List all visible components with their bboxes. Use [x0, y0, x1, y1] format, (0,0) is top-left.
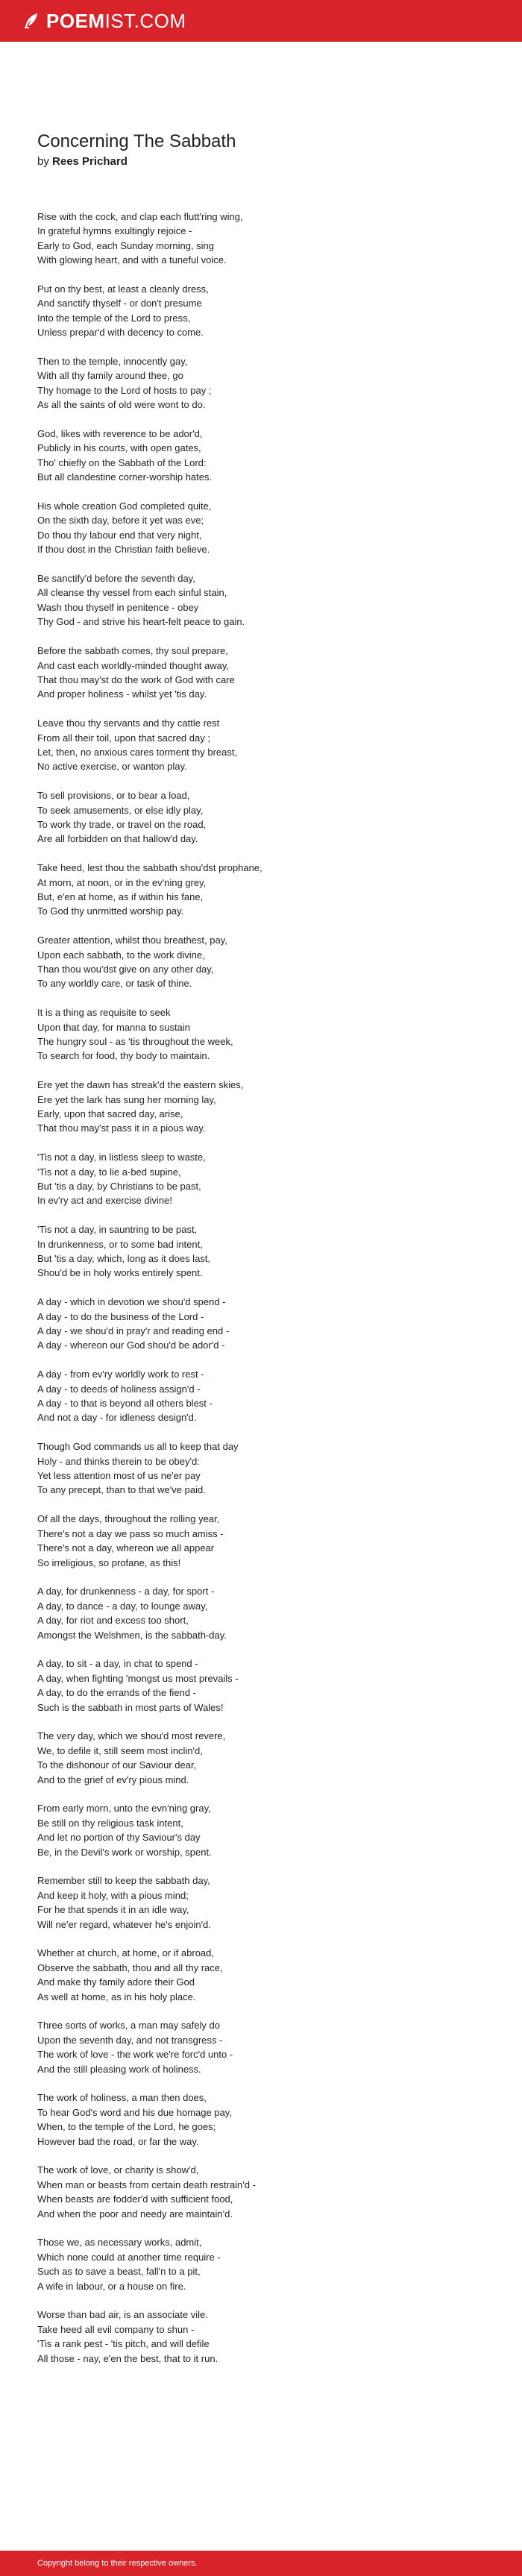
main-content: [0, 42, 522, 2366]
poem-line: Be, in the Devil's work or worship, spent.: [37, 1846, 212, 1858]
poem-line: And when the poor and needy are maintain'd.: [37, 2208, 233, 2220]
poem-line: Of all the days, throughout the rolling year,: [37, 1513, 220, 1525]
poem-line: Into the temple of the Lord to press,: [37, 312, 191, 324]
poem-line: That thou may'st do the work of God with care: [37, 673, 235, 685]
poem-line: For he that spends it in an idle way,: [37, 1904, 189, 1916]
poem-title: Concerning The Sabbath: [37, 131, 236, 151]
poem-line: To any precept, than to that we've paid.: [37, 1484, 206, 1496]
site-logo[interactable]: [22, 10, 186, 33]
poem-line: That thou may'st pass it in a pious way.: [37, 1122, 206, 1134]
poem-stanza: [37, 1946, 485, 2004]
poem-line: Holy - and thinks therein to be obey'd:: [37, 1455, 200, 1467]
poem-line: The work of holiness, a man then does,: [37, 2092, 207, 2104]
poem-line: Wash thou thyself in penitence - obey: [37, 601, 199, 613]
poem-line: And cast each worldly-minded thought away,: [37, 659, 230, 671]
poem-line: However bad the road, or far the way.: [37, 2135, 199, 2147]
poem-line: To seek amusements, or else idly play,: [37, 804, 204, 816]
poem-stanza: [37, 2235, 485, 2293]
poem-stanza: [37, 788, 485, 846]
poem-line: Amongst the Welshmen, is the sabbath-day.: [37, 1629, 227, 1641]
poem-line: 'Tis not a day, in sauntring to be past,: [37, 1224, 198, 1236]
poem-line: Publicly in his courts, with open gates,: [37, 442, 201, 454]
poem-stanza: [37, 1439, 485, 1498]
poem-line: In grateful hymns exultingly rejoice -: [37, 225, 192, 237]
poem-line: Those we, as necessary works, admit,: [37, 2237, 202, 2249]
poem-line: Let, then, no anxious cares torment thy breast,: [37, 746, 238, 758]
poem-line: A day - from ev'ry worldly work to rest -: [37, 1369, 204, 1380]
poem-stanza: [37, 354, 485, 412]
poem-stanza: [37, 1512, 485, 1570]
poem-line: Ere yet the lark has sung her morning lay,: [37, 1093, 216, 1105]
poem-line: There's not a day we pass so much amiss -: [37, 1527, 224, 1539]
poem-line: A day - whereon our God shou'd be ador'd -: [37, 1339, 225, 1351]
poem-line: And let no portion of thy Saviour's day: [37, 1832, 201, 1844]
poem-line: Be sanctify'd before the seventh day,: [37, 573, 195, 585]
poem-line: Early to God, each Sunday morning, sing: [37, 239, 215, 251]
poem-line: In drunkenness, or to some bad intent,: [37, 1238, 203, 1250]
poem-line: Put on thy best, at least a cleanly dress,: [37, 283, 209, 295]
poem-line: If thou dost in the Christian faith believe.: [37, 544, 210, 556]
poem-line: The work of love - the work we're forc'd unto -: [37, 2049, 233, 2061]
poem-stanza: [37, 861, 485, 919]
poem-line: And the still pleasing work of holiness.: [37, 2063, 201, 2075]
poem-line: But, e'en at home, as if within his fane,: [37, 890, 204, 902]
poem-line: 'Tis a rank pest - 'tis pitch, and will defile: [37, 2338, 210, 2350]
poem-line: God, likes with reverence to be ador'd,: [37, 428, 203, 440]
poem-line: To God thy unrmitted worship pay.: [37, 905, 184, 917]
poem-line: Upon the seventh day, and not transgress -: [37, 2034, 223, 2046]
poem-line: His whole creation God completed quite,: [37, 500, 212, 512]
poem-line: A day, for riot and excess too short,: [37, 1615, 189, 1627]
poem-line: The work of love, or charity is show'd,: [37, 2164, 199, 2176]
poem-line: When man or beasts from certain death restrain'd -: [37, 2178, 256, 2190]
poem-line: Worse than bad air, is an associate vile.: [37, 2309, 208, 2321]
poem-stanza: [37, 2090, 485, 2149]
poem-stanza: [37, 1078, 485, 1136]
poem-line: Will ne'er regard, whatever he's enjoin'd.: [37, 1918, 211, 1930]
poem-line: When beasts are fodder'd with sufficient food,: [37, 2193, 233, 2205]
poem-line: To hear God's word and his due homage pay,: [37, 2106, 232, 2118]
poem-line: Which none could at another time require -: [37, 2251, 221, 2263]
poem-line: Unless prepar'd with decency to come.: [37, 327, 204, 339]
poem-line: With glowing heart, and with a tuneful voice.: [37, 254, 227, 266]
poem-line: Observe the sabbath, thou and all thy race,: [37, 1961, 223, 1973]
poem-line: At morn, at noon, or in the ev'ning grey,: [37, 876, 207, 888]
poem-line: A day - to do the business of the Lord -: [37, 1310, 204, 1322]
poem-line: To sell provisions, or to bear a load,: [37, 790, 190, 802]
poem-stanza: [37, 1873, 485, 1932]
poem-line: Yet less attention most of us ne'er pay: [37, 1470, 201, 1482]
poem-line: The hungry soul - as 'tis throughout the week,: [37, 1035, 233, 1047]
poem-stanza: [37, 427, 485, 485]
poem-line: 'Tis not a day, to lie a-bed supine,: [37, 1166, 181, 1178]
poem-line: To search for food, thy body to maintain.: [37, 1050, 210, 1062]
poem-line: Are all forbidden on that hallow'd day.: [37, 833, 198, 845]
poem-stanza: [37, 1222, 485, 1281]
poem-line: Leave thou thy servants and thy cattle rest: [37, 717, 220, 729]
poem-line: Take heed, lest thou the sabbath shou'dst prophane,: [37, 862, 262, 874]
poem-line: From all their toil, upon that sacred day ;: [37, 732, 210, 744]
poem-line: To work thy trade, or travel on the road,: [37, 818, 207, 830]
author-link[interactable]: Rees Prichard: [52, 155, 128, 168]
poem-line: Thy God - and strive his heart-felt peace to gain.: [37, 616, 245, 628]
poem-stanza: [37, 1005, 485, 1064]
poem-line: Then to the temple, innocently gay,: [37, 356, 188, 368]
poem-line: We, to defile it, still seem most inclin'd,: [37, 1744, 203, 1756]
poem-stanza: [37, 716, 485, 774]
poem-stanza: [37, 1150, 485, 1208]
poem-line: To the dishonour of our Saviour dear,: [37, 1759, 197, 1771]
poem-stanza: [37, 1801, 485, 1859]
poem-line: A day - which in devotion we shou'd spend -: [37, 1296, 226, 1308]
poem-stanza: [37, 282, 485, 340]
poem-line: Rise with the cock, and clap each flutt'ring wing,: [37, 211, 243, 222]
poem-stanza: [37, 1295, 485, 1353]
poem-line: And make thy family adore their God: [37, 1976, 195, 1988]
poem-line: But all clandestine corner-worship hates.: [37, 471, 213, 483]
poem-line: As well at home, as in his holy place.: [37, 1991, 196, 2002]
poem-stanza: [37, 1367, 485, 1425]
poem-stanza: [37, 1656, 485, 1715]
byline-prefix: by: [37, 155, 49, 168]
poem-stanza: [37, 933, 485, 991]
poem-line: Shou'd be in holy works entirely spent.: [37, 1267, 203, 1279]
poem-stanza: [37, 499, 485, 557]
poem-line: Do thou thy labour end that very night,: [37, 529, 202, 541]
poem-line: A day, for drunkenness - a day, for sport -: [37, 1586, 215, 1598]
poem-line: Greater attention, whilst thou breathest, pay,: [37, 934, 227, 946]
poem-stanza: [37, 2018, 485, 2076]
poem-line: Whether at church, at home, or if abroad,: [37, 1947, 215, 1959]
poem-line: A day, when fighting 'mongst us most prevails -: [37, 1672, 239, 1684]
poem-line: And keep it holy, with a pious mind;: [37, 1889, 189, 1901]
poem-line: So irreligious, so profane, as this!: [37, 1556, 181, 1568]
poem-line: The very day, which we shou'd most revere,: [37, 1730, 226, 1742]
logo-text-bold: POEM: [46, 9, 105, 32]
poem-line: And sanctify thyself - or don't presume: [37, 298, 202, 310]
poem-stanza: [37, 2163, 485, 2221]
poem-line: Such as to save a beast, fall'n to a pit,: [37, 2266, 201, 2278]
poem-line: And proper holiness - whilst yet 'tis day.: [37, 688, 207, 700]
poem-line: As all the saints of old were wont to do.: [37, 399, 206, 411]
poem-line: There's not a day, whereon we all appear: [37, 1542, 215, 1554]
poem-line: A day - we shou'd in pray'r and reading end -: [37, 1325, 230, 1337]
poem-stanza: [37, 1584, 485, 1642]
poem-line: Three sorts of works, a man may safely do: [37, 2020, 220, 2032]
poem-line: All those - nay, e'en the best, that to it run.: [37, 2352, 218, 2364]
poem-stanza: [37, 210, 485, 268]
poem-line: From early morn, unto the evn'ning gray,: [37, 1803, 211, 1815]
poem-line: Before the sabbath comes, thy soul prepare,: [37, 645, 228, 657]
poem-line: In ev'ry act and exercise divine!: [37, 1195, 172, 1207]
poem-line: 'Tis not a day, in listless sleep to waste,: [37, 1152, 206, 1163]
poem-line: Though God commands us all to keep that day: [37, 1441, 239, 1453]
quill-icon: [22, 12, 40, 30]
poem-line: A day, to do the errands of the fiend -: [37, 1687, 196, 1699]
poem-line: When, to the temple of the Lord, he goes;: [37, 2121, 216, 2133]
poem-body: [37, 210, 485, 2366]
poem-line: Upon each sabbath, to the work divine,: [37, 949, 205, 961]
poem-line: Be still on thy religious task intent,: [37, 1817, 183, 1829]
poem-stanza: [37, 644, 485, 702]
poem-line: All cleanse thy vessel from each sinful stain,: [37, 587, 227, 599]
poem-line: To any worldly care, or task of thine.: [37, 978, 192, 990]
byline: [37, 155, 485, 168]
poem-stanza: [37, 1729, 485, 1787]
poem-line: And to the grief of ev'ry pious mind.: [37, 1774, 189, 1785]
poem-line: Ere yet the dawn has streak'd the eastern skies,: [37, 1079, 244, 1091]
poem-line: Thy homage to the Lord of hosts to pay ;: [37, 384, 212, 396]
logo-text-thin: IST.COM: [104, 9, 186, 32]
poem-line: On the sixth day, before it yet was eve;: [37, 515, 204, 527]
poem-line: A day - to that is beyond all others blest -: [37, 1398, 213, 1410]
poem-line: Than thou wou'dst give on any other day,: [37, 963, 214, 975]
poem-line: Such is the sabbath in most parts of Wales!: [37, 1701, 224, 1713]
poem-line: Take heed all evil company to shun -: [37, 2323, 195, 2335]
poem-line: But 'tis a day, by Christians to be past,: [37, 1181, 201, 1193]
poem-line: Remember still to keep the sabbath day,: [37, 1875, 210, 1887]
poem-line: And not a day - for idleness design'd.: [37, 1412, 197, 1424]
poem-line: A day - to deeds of holiness assign'd -: [37, 1383, 201, 1395]
poem-line: Tho' chiefly on the Sabbath of the Lord:: [37, 456, 207, 468]
site-footer: [0, 2551, 522, 2576]
poem-line: It is a thing as requisite to seek: [37, 1007, 171, 1019]
poem-line: Early, upon that sacred day, arise,: [37, 1108, 183, 1119]
poem-line: No active exercise, or wanton play.: [37, 761, 187, 773]
poem-stanza: [37, 2308, 485, 2366]
copyright-text: Copyright belong to their respective owners.: [37, 2559, 198, 2568]
site-header: [0, 0, 522, 42]
poem-line: Upon that day, for manna to sustain: [37, 1021, 190, 1033]
poem-stanza: [37, 571, 485, 629]
poem-line: A wife in labour, or a house on fire.: [37, 2280, 186, 2292]
poem-line: With all thy family around thee, go: [37, 370, 183, 382]
poem-line: A day, to sit - a day, in chat to spend -: [37, 1658, 198, 1670]
poem-line: A day, to dance - a day, to lounge away,: [37, 1600, 208, 1612]
poem-line: But 'tis a day, which, long as it does last,: [37, 1253, 211, 1265]
